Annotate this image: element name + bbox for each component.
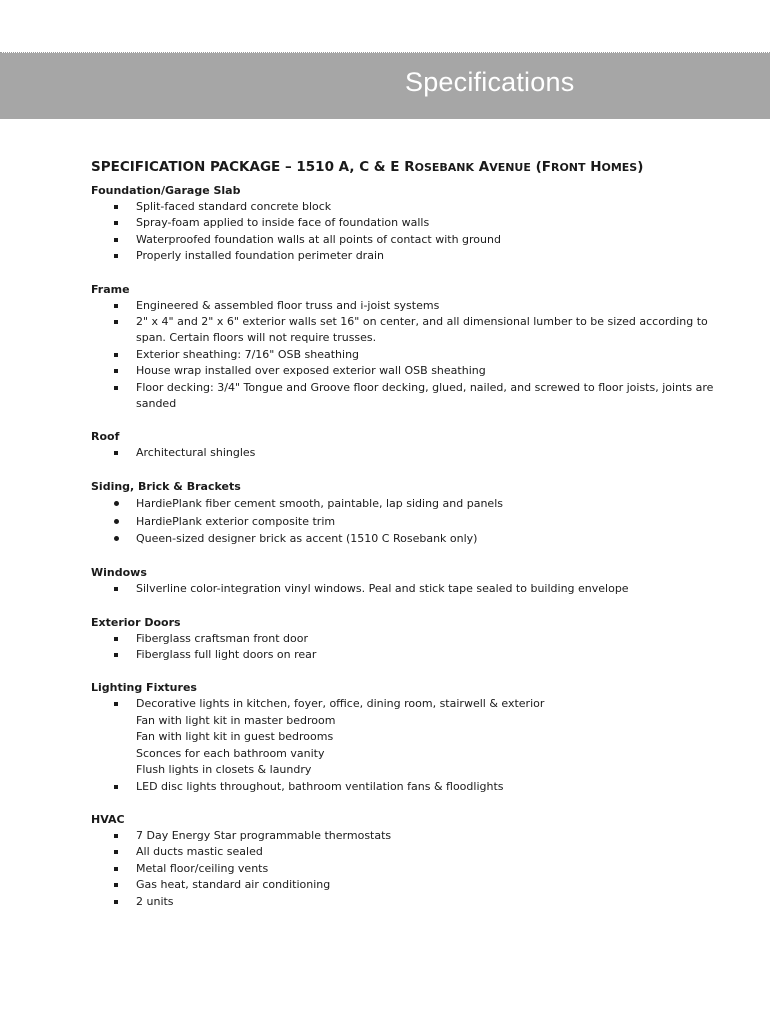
section-siding <box>91 479 731 548</box>
list-item <box>91 894 731 910</box>
hvac-list <box>91 828 731 910</box>
item-text: Fiberglass full light doors on rear <box>136 648 317 662</box>
round-bullet-icon <box>114 501 119 506</box>
item-text: Floor decking: 3/4" Tongue and Groove floor decking, glued, nailed, and screwed to floor joists, joints are sanded <box>136 380 714 411</box>
list-item <box>91 298 731 314</box>
heading-smallcaps: OSEBANK <box>414 161 475 174</box>
item-text: Sconces for each bathroom vanity <box>136 746 325 760</box>
square-bullet-icon <box>114 254 118 258</box>
square-bullet-icon <box>114 637 118 641</box>
section-title: Siding, Brick & Brackets <box>91 479 241 493</box>
item-text: Split-faced standard concrete block <box>136 200 332 213</box>
heading-text: SPECIFICATION PACKAGE – 1510 A, C & E R <box>91 159 415 175</box>
banner-title: Specifications <box>405 67 575 97</box>
foundation-list <box>91 199 731 265</box>
section-title: Windows <box>91 566 147 580</box>
list-item <box>91 363 731 379</box>
item-text: Fiberglass craftsman front door <box>136 631 308 645</box>
item-text: Spray-foam applied to inside face of foundation walls <box>136 216 430 230</box>
list-item <box>91 828 731 844</box>
square-bullet-icon <box>114 320 118 324</box>
document-heading <box>91 158 731 177</box>
square-bullet-icon <box>114 702 118 706</box>
document-body <box>91 158 731 927</box>
frame-list <box>91 298 731 413</box>
item-text: HardiePlank fiber cement smooth, paintable, lap siding and panels <box>136 496 503 510</box>
list-item <box>91 861 731 877</box>
section-lighting <box>91 680 731 794</box>
item-text: Exterior sheathing: 7/16" OSB sheathing <box>136 347 360 361</box>
list-item <box>91 513 731 531</box>
section-title: Roof <box>91 430 120 444</box>
item-text: Fan with light kit in master bedroom <box>136 713 336 727</box>
item-text: House wrap installed over exposed exterior wall OSB sheathing <box>136 364 486 378</box>
square-bullet-icon <box>114 900 118 904</box>
item-text: Properly installed foundation perimeter drain <box>136 249 384 263</box>
square-bullet-icon <box>114 883 118 887</box>
item-text: LED disc lights throughout, bathroom ventilation fans & floodlights <box>136 779 504 793</box>
heading-smallcaps: VENUE <box>489 161 531 174</box>
item-text: 2 units <box>136 894 174 908</box>
list-item <box>91 581 731 597</box>
list-item <box>91 696 731 778</box>
square-bullet-icon <box>114 221 118 225</box>
heading-text: ) <box>637 159 644 175</box>
round-bullet-icon <box>114 536 119 541</box>
section-hvac <box>91 812 731 910</box>
list-item <box>91 877 731 893</box>
list-item <box>91 215 731 231</box>
section-windows <box>91 565 731 597</box>
section-title: Exterior Doors <box>91 615 181 629</box>
list-item <box>91 232 731 248</box>
item-text: Waterproofed foundation walls at all points of contact with ground <box>136 232 501 246</box>
list-item <box>91 844 731 860</box>
item-text: 7 Day Energy Star programmable thermostats <box>136 828 392 842</box>
list-item <box>91 445 731 461</box>
heading-text: (F <box>530 159 551 175</box>
windows-list <box>91 581 731 597</box>
item-text: Decorative lights in kitchen, foyer, office, dining room, stairwell & exterior <box>136 697 545 711</box>
square-bullet-icon <box>114 451 118 455</box>
item-text: HardiePlank exterior composite trim <box>136 514 336 528</box>
list-item <box>91 248 731 264</box>
heading-text: A <box>474 159 490 175</box>
list-item <box>91 380 731 413</box>
heading-text: H <box>585 159 602 175</box>
item-text: Gas heat, standard air conditioning <box>136 878 331 892</box>
header-banner <box>0 53 770 119</box>
list-item <box>91 779 731 795</box>
square-bullet-icon <box>114 386 118 390</box>
section-frame <box>91 282 731 413</box>
square-bullet-icon <box>114 369 118 373</box>
roof-list <box>91 445 731 461</box>
list-item <box>91 530 731 548</box>
list-item <box>91 647 731 663</box>
item-text: Fan with light kit in guest bedrooms <box>136 730 334 744</box>
section-title: Foundation/Garage Slab <box>91 184 241 197</box>
section-exterior-doors <box>91 615 731 664</box>
square-bullet-icon <box>114 587 118 591</box>
list-item <box>91 199 731 215</box>
lighting-list <box>91 696 731 794</box>
item-text: Queen-sized designer brick as accent (1510 C Rosebank only) <box>136 532 478 546</box>
item-text: Metal floor/ceiling vents <box>136 861 269 875</box>
item-text: All ducts mastic sealed <box>136 845 263 859</box>
heading-smallcaps: OMES <box>601 161 638 174</box>
list-item <box>91 495 731 513</box>
doors-list <box>91 631 731 664</box>
round-bullet-icon <box>114 519 119 524</box>
square-bullet-icon <box>114 238 118 242</box>
square-bullet-icon <box>114 653 118 657</box>
section-title: Lighting Fixtures <box>91 681 197 695</box>
item-text: Silverline color-integration vinyl windows. Peal and stick tape sealed to building envelope <box>136 582 629 596</box>
square-bullet-icon <box>114 353 118 357</box>
list-item <box>91 314 731 347</box>
list-item <box>91 631 731 647</box>
siding-list <box>91 495 731 548</box>
section-roof <box>91 429 731 461</box>
square-bullet-icon <box>114 867 118 871</box>
item-text: 2" x 4" and 2" x 6" exterior walls set 16" on center, and all dimensional lumber to be sized according to span. Certain floors will not require trusses. <box>136 315 708 345</box>
square-bullet-icon <box>114 785 118 789</box>
heading-smallcaps: RONT <box>550 161 586 174</box>
item-text: Flush lights in closets & laundry <box>136 763 312 777</box>
list-item <box>91 347 731 363</box>
square-bullet-icon <box>114 205 118 209</box>
square-bullet-icon <box>114 304 118 308</box>
item-text: Engineered & assembled floor truss and i-joist systems <box>136 298 440 312</box>
square-bullet-icon <box>114 834 118 838</box>
section-foundation <box>91 183 731 265</box>
section-title: HVAC <box>91 812 125 826</box>
item-text: Architectural shingles <box>136 446 256 460</box>
square-bullet-icon <box>114 850 118 854</box>
section-title: Frame <box>91 282 130 296</box>
